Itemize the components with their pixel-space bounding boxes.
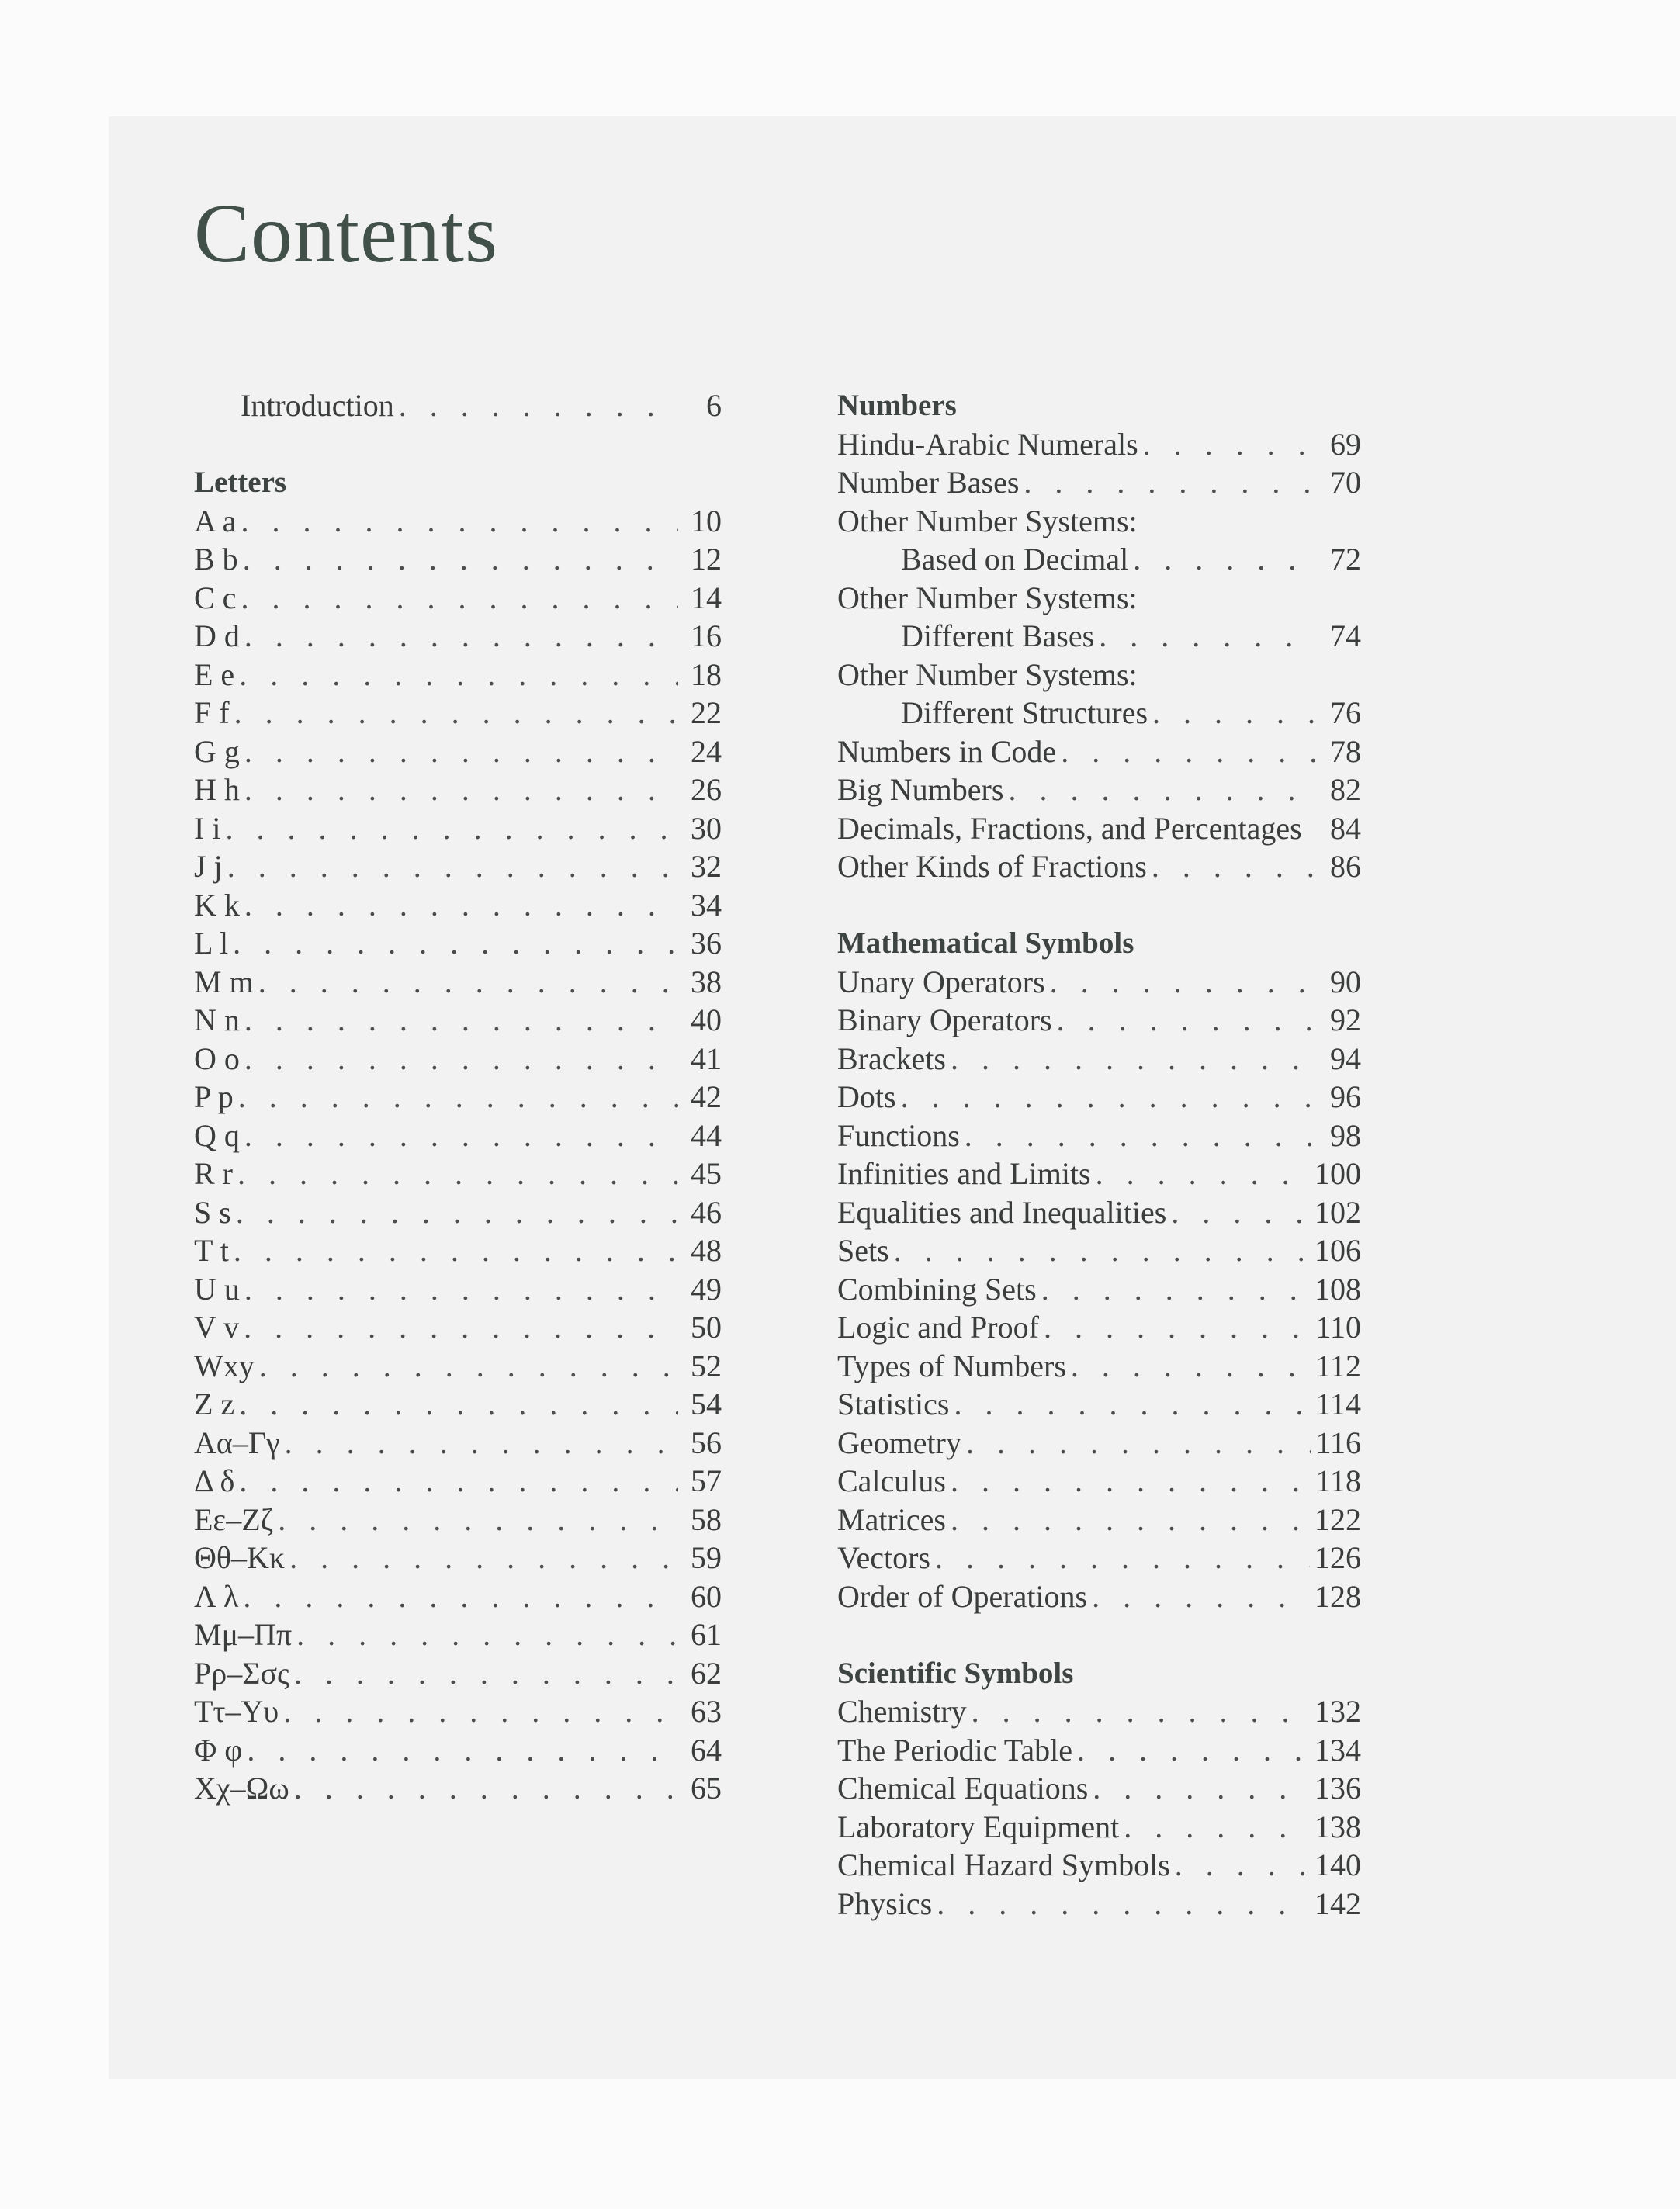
toc-entry-n-n[interactable] [194, 1001, 722, 1040]
toc-page-number: 44 [691, 1117, 722, 1153]
toc-page-number: 78 [1330, 733, 1361, 769]
toc-page-number: 138 [1315, 1809, 1361, 1844]
dot-leader [1071, 1347, 1311, 1386]
toc-page-number: 69 [1330, 426, 1361, 462]
section-spacer [837, 886, 1361, 925]
toc-entry-φ-φ[interactable] [194, 1731, 722, 1770]
dot-leader [1077, 1731, 1310, 1770]
toc-entry-label: G g [194, 733, 240, 769]
toc-page-number: 96 [1330, 1079, 1361, 1114]
toc-entry-label: P p [194, 1079, 234, 1114]
toc-entry-different-structures[interactable] [837, 694, 1361, 732]
toc-entry-chemistry[interactable] [837, 1692, 1361, 1731]
toc-entry-label: Numbers in Code [837, 733, 1057, 769]
toc-entry-big-numbers[interactable] [837, 770, 1361, 809]
dot-leader [244, 732, 678, 771]
dot-leader [399, 386, 678, 425]
toc-page-number: 58 [691, 1501, 722, 1537]
toc-entry-hindu-arabic-numerals[interactable] [837, 425, 1361, 464]
dot-leader [954, 1385, 1311, 1424]
toc-page-number: 74 [1330, 618, 1361, 653]
toc-page-number: 54 [691, 1387, 722, 1421]
dot-leader [239, 1385, 678, 1424]
dot-leader [241, 502, 678, 541]
toc-entry-statistics[interactable] [837, 1385, 1361, 1424]
dot-leader [258, 963, 678, 1002]
toc-entry-vectors[interactable] [837, 1539, 1361, 1577]
toc-page-number: 18 [691, 656, 722, 692]
toc-entry-μμ-ππ[interactable] [194, 1615, 722, 1654]
toc-entry-label: F f [194, 695, 230, 730]
toc-page-number: 10 [691, 503, 722, 538]
section-heading-scientific-symbols [837, 1654, 1361, 1693]
section-heading-numbers [837, 386, 1361, 425]
toc-page-number: 22 [691, 695, 722, 730]
toc-entry-types-of-numbers[interactable] [837, 1347, 1361, 1386]
toc-entry-ρρ-σσς[interactable] [194, 1654, 722, 1693]
toc-page-number: 64 [691, 1732, 722, 1768]
toc-entry-label: Hindu-Arabic Numerals [837, 426, 1138, 462]
dot-leader [1175, 1846, 1310, 1885]
toc-page-number: 142 [1315, 1885, 1361, 1921]
toc-entry-numbers-in-code[interactable] [837, 732, 1361, 771]
toc-entry-label: Binary Operators [837, 1002, 1052, 1037]
dot-leader [243, 540, 678, 579]
toc-entry-label: Δ δ [194, 1463, 235, 1498]
toc-entry-label: Equalities and Inequalities [837, 1194, 1167, 1230]
toc-entry-label: Chemical Hazard Symbols [837, 1847, 1170, 1882]
dot-leader [238, 1078, 678, 1117]
toc-entry-label: The Periodic Table [837, 1732, 1073, 1768]
toc-entry-label: Functions [837, 1117, 960, 1153]
toc-entry-b-b[interactable] [194, 540, 722, 579]
toc-entry-label: Introduction [241, 388, 394, 423]
toc-entry-m-m[interactable] [194, 963, 722, 1002]
toc-entry-u-u[interactable] [194, 1270, 722, 1309]
dot-leader [1096, 1155, 1310, 1193]
section-heading-label: Scientific Symbols [837, 1656, 1074, 1690]
toc-page-number: 42 [691, 1079, 722, 1114]
toc-entry-label: Brackets [837, 1040, 946, 1076]
toc-entry-label: V v [194, 1310, 240, 1345]
toc-entry-ττ-υυ[interactable] [194, 1692, 722, 1731]
dot-leader [1061, 732, 1318, 771]
toc-page-number: 98 [1330, 1117, 1361, 1153]
toc-entry-label: Εε–Ζζ [194, 1501, 274, 1537]
toc-page-number: 48 [691, 1233, 722, 1268]
dot-leader [283, 1692, 678, 1731]
dot-leader [244, 617, 678, 656]
dot-leader [1024, 463, 1318, 502]
dot-leader [247, 1731, 678, 1770]
toc-entry-dots[interactable] [837, 1078, 1361, 1117]
toc-entry-label: L l [194, 926, 229, 961]
dot-leader [225, 809, 678, 848]
toc-entry-label: Big Numbers [837, 772, 1004, 807]
toc-page-number: 92 [1330, 1002, 1361, 1037]
section-heading-label: Numbers [837, 389, 957, 422]
dot-leader [294, 1654, 678, 1693]
dot-leader [244, 1040, 678, 1079]
toc-entry-chemical-equations[interactable] [837, 1769, 1361, 1808]
toc-page-number: 6 [706, 388, 722, 423]
dot-leader [259, 1347, 678, 1386]
toc-page-number: 50 [691, 1310, 722, 1345]
toc-entry-label: Dots [837, 1079, 896, 1114]
toc-page-number: 102 [1315, 1194, 1361, 1230]
toc-page-number: 70 [1330, 465, 1361, 500]
toc-entry-equalities-and-inequalities[interactable] [837, 1193, 1361, 1232]
toc-page-number: 108 [1315, 1271, 1361, 1307]
toc-entry-label: Φ φ [194, 1732, 243, 1768]
dot-leader [1143, 425, 1318, 464]
toc-entry-label: C c [194, 580, 237, 615]
toc-entry-label: Ρρ–Σσς [194, 1655, 289, 1691]
toc-page-number: 72 [1330, 542, 1361, 576]
toc-page-number: 32 [691, 849, 722, 884]
toc-page-number: 126 [1315, 1540, 1361, 1575]
toc-entry-geometry[interactable] [837, 1424, 1361, 1463]
toc-entry-label: Statistics [837, 1387, 950, 1421]
toc-page-number: 86 [1330, 849, 1361, 884]
toc-entry-a-a[interactable] [194, 502, 722, 541]
dot-leader [294, 1769, 678, 1808]
toc-page-number: 94 [1330, 1040, 1361, 1076]
toc-page-number: 57 [691, 1463, 722, 1498]
toc-page-number: 114 [1315, 1387, 1361, 1421]
toc-entry-label: Based on Decimal [901, 542, 1129, 576]
toc-entry-label: Different Structures [901, 695, 1148, 730]
dot-leader [972, 1692, 1310, 1731]
toc-entry-label: Combining Sets [837, 1271, 1037, 1307]
toc-entry-label: Z z [194, 1387, 235, 1421]
dot-leader [1133, 540, 1318, 579]
dot-leader [901, 1078, 1318, 1117]
toc-page-number: 56 [691, 1425, 722, 1460]
dot-leader [1092, 1577, 1310, 1616]
toc-entry-chemical-hazard-symbols[interactable] [837, 1846, 1361, 1885]
toc-entry-δ-δ[interactable] [194, 1462, 722, 1501]
toc-page-number: 16 [691, 618, 722, 653]
toc-entry-g-g[interactable] [194, 732, 722, 771]
toc-entry-other-kinds-of-fractions[interactable] [837, 847, 1361, 886]
toc-entry-e-e[interactable] [194, 656, 722, 694]
section-heading-label: Mathematical Symbols [837, 926, 1134, 960]
toc-entry-label: Laboratory Equipment [837, 1809, 1120, 1844]
toc-page-number: 63 [691, 1694, 722, 1729]
toc-entry-label: Chemical Equations [837, 1771, 1089, 1806]
toc-page-number: 140 [1315, 1847, 1361, 1882]
toc-entry-l-l[interactable] [194, 924, 722, 963]
toc-entry-p-p[interactable] [194, 1078, 722, 1117]
toc-entry-based-on-decimal[interactable] [837, 540, 1361, 579]
dot-leader [234, 694, 678, 732]
toc-page-number: 24 [691, 733, 722, 769]
dot-leader [951, 1462, 1311, 1501]
dot-leader [244, 886, 678, 925]
dot-leader [1099, 617, 1318, 656]
toc-entry-j-j[interactable] [194, 847, 722, 886]
toc-page-number: 36 [691, 926, 722, 961]
dot-leader [1057, 1001, 1318, 1040]
toc-page-number: 84 [1330, 810, 1361, 846]
toc-page-number: 26 [691, 772, 722, 807]
toc-entry-physics[interactable] [837, 1885, 1361, 1923]
toc-page-number: 30 [691, 810, 722, 846]
toc-entry-χχ-ωω[interactable] [194, 1769, 722, 1808]
toc-entry-label: Decimals, Fractions, and Percentages [837, 810, 1302, 846]
toc-entry-the-periodic-table[interactable] [837, 1731, 1361, 1770]
toc-group-text: Other Number Systems: [837, 503, 1138, 538]
dot-leader [244, 1001, 678, 1040]
toc-group-text: Other Number Systems: [837, 656, 1138, 692]
toc-entry-s-s[interactable] [194, 1193, 722, 1232]
dot-leader [1171, 1193, 1310, 1232]
dot-leader [894, 1231, 1310, 1270]
toc-entry-label: Types of Numbers [837, 1348, 1066, 1383]
section-spacer [837, 1615, 1361, 1654]
dot-leader [289, 1539, 678, 1577]
toc-group-label [837, 502, 1361, 541]
dot-leader [1044, 1308, 1311, 1347]
toc-entry-label: U u [194, 1271, 240, 1307]
toc-page-number: 38 [691, 964, 722, 999]
toc-page-number: 134 [1315, 1732, 1361, 1768]
toc-entry-λ-λ[interactable] [194, 1577, 722, 1616]
toc-entry-different-bases[interactable] [837, 617, 1361, 656]
toc-page-number: 60 [691, 1578, 722, 1614]
toc-entry-label: T t [194, 1233, 229, 1268]
dot-leader [1041, 1270, 1310, 1309]
dot-leader [227, 847, 678, 886]
dot-leader [285, 1424, 678, 1463]
toc-entry-label: H h [194, 772, 240, 807]
dot-leader [1093, 1769, 1310, 1808]
dot-leader [296, 1615, 678, 1654]
dot-leader [1008, 770, 1318, 809]
toc-entry-αα-γγ[interactable] [194, 1424, 722, 1463]
toc-entry-label: S s [194, 1194, 231, 1230]
dot-leader [951, 1501, 1310, 1539]
toc-entry-label: Αα–Γγ [194, 1425, 280, 1460]
toc-entry-r-r[interactable] [194, 1155, 722, 1193]
toc-page-number: 12 [691, 542, 722, 576]
contents-column-right [837, 386, 1361, 1923]
toc-entry-o-o[interactable] [194, 1040, 722, 1079]
toc-group-text: Other Number Systems: [837, 580, 1138, 615]
toc-page-number: 128 [1315, 1578, 1361, 1614]
toc-entry-label: J j [194, 849, 223, 884]
toc-page-number: 112 [1315, 1348, 1361, 1383]
toc-page-number: 76 [1330, 695, 1361, 730]
toc-entry-label: Calculus [837, 1463, 946, 1498]
toc-group-label [837, 579, 1361, 618]
toc-page-number: 110 [1315, 1310, 1361, 1345]
toc-entry-εε-ζζ[interactable] [194, 1501, 722, 1539]
toc-group-label [837, 656, 1361, 694]
toc-entry-label: Matrices [837, 1501, 946, 1537]
toc-entry-label: Sets [837, 1233, 889, 1268]
toc-entry-z-z[interactable] [194, 1385, 722, 1424]
toc-entry-label: K k [194, 887, 240, 923]
toc-page-number: 40 [691, 1002, 722, 1037]
toc-entry-label: Θθ–Κκ [194, 1540, 286, 1575]
toc-entry-label: D d [194, 618, 240, 653]
toc-page-number: 52 [691, 1348, 722, 1383]
toc-entry-decimals-fractions-and-percentages[interactable] [837, 809, 1361, 848]
toc-page-number: 45 [691, 1156, 722, 1191]
dot-leader [951, 1040, 1318, 1079]
toc-entry-label: Λ λ [194, 1578, 239, 1614]
toc-entry-v-v[interactable] [194, 1308, 722, 1347]
section-heading-mathematical-symbols [837, 924, 1361, 963]
toc-entry-q-q[interactable] [194, 1117, 722, 1155]
toc-entry-label: Chemistry [837, 1694, 967, 1729]
section-heading-letters [194, 463, 722, 502]
toc-entry-θθ-κκ[interactable] [194, 1539, 722, 1577]
toc-page-number: 59 [691, 1540, 722, 1575]
toc-page-number: 82 [1330, 772, 1361, 807]
toc-page-number: 122 [1315, 1501, 1361, 1537]
toc-entry-d-d[interactable] [194, 617, 722, 656]
section-heading-label: Letters [194, 466, 287, 499]
toc-entry-label: Unary Operators [837, 964, 1045, 999]
toc-entry-binary-operators[interactable] [837, 1001, 1361, 1040]
toc-entry-label: Infinities and Limits [837, 1156, 1091, 1191]
toc-entry-introduction[interactable] [194, 386, 722, 425]
dot-leader [244, 1308, 678, 1347]
dot-leader [234, 1231, 678, 1270]
toc-entry-label: Wxy [194, 1348, 255, 1383]
dot-leader [241, 579, 678, 618]
toc-entry-number-bases[interactable] [837, 463, 1361, 502]
toc-page-number: 116 [1315, 1425, 1361, 1460]
toc-entry-label: Q q [194, 1117, 240, 1153]
toc-entry-combining-sets[interactable] [837, 1270, 1361, 1309]
toc-page-number: 62 [691, 1655, 722, 1691]
dot-leader [237, 1155, 678, 1193]
toc-entry-label: O o [194, 1040, 240, 1076]
dot-leader [244, 1117, 678, 1155]
dot-leader [966, 1424, 1311, 1463]
toc-page-number: 14 [691, 580, 722, 615]
toc-entry-wxy[interactable] [194, 1347, 722, 1386]
toc-entry-label: B b [194, 542, 238, 576]
dot-leader [1124, 1808, 1310, 1847]
dot-leader [965, 1117, 1318, 1155]
toc-page-number: 41 [691, 1040, 722, 1076]
toc-page-number: 46 [691, 1194, 722, 1230]
toc-entry-label: Order of Operations [837, 1578, 1088, 1614]
toc-entry-label: Different Bases [901, 618, 1095, 653]
dot-leader [239, 656, 678, 694]
dot-leader [1152, 847, 1318, 886]
toc-entry-label: Physics [837, 1885, 933, 1921]
toc-entry-calculus[interactable] [837, 1462, 1361, 1501]
dot-leader [236, 1193, 678, 1232]
toc-page-number: 132 [1315, 1694, 1361, 1729]
toc-entry-label: Number Bases [837, 465, 1020, 500]
toc-entry-h-h[interactable] [194, 770, 722, 809]
toc-entry-label: Geometry [837, 1425, 961, 1460]
toc-entry-brackets[interactable] [837, 1040, 1361, 1079]
toc-entry-f-f[interactable] [194, 694, 722, 732]
dot-leader [233, 924, 678, 963]
toc-entry-label: Other Kinds of Fractions [837, 849, 1147, 884]
dot-leader [244, 1270, 678, 1309]
toc-entry-logic-and-proof[interactable] [837, 1308, 1361, 1347]
toc-page-number: 34 [691, 887, 722, 923]
toc-page-number: 106 [1315, 1233, 1361, 1268]
toc-entry-label: N n [194, 1002, 240, 1037]
toc-page-number: 61 [691, 1617, 722, 1652]
toc-entry-label: R r [194, 1156, 233, 1191]
dot-leader [937, 1885, 1310, 1923]
toc-page-number: 90 [1330, 964, 1361, 999]
contents-column-left [194, 386, 722, 1808]
toc-entry-t-t[interactable] [194, 1231, 722, 1270]
toc-entry-unary-operators[interactable] [837, 963, 1361, 1002]
page-title: Contents [194, 188, 499, 280]
toc-page-number: 65 [691, 1771, 722, 1806]
toc-entry-i-i[interactable] [194, 809, 722, 848]
toc-entry-label: Χχ–Ωω [194, 1771, 289, 1806]
dot-leader [935, 1539, 1310, 1577]
section-spacer [194, 425, 722, 464]
toc-entry-k-k[interactable] [194, 886, 722, 925]
toc-entry-sets[interactable] [837, 1231, 1361, 1270]
toc-entry-label: M m [194, 964, 254, 999]
toc-entry-infinities-and-limits[interactable] [837, 1155, 1361, 1193]
toc-entry-label: Logic and Proof [837, 1310, 1039, 1345]
toc-entry-matrices[interactable] [837, 1501, 1361, 1539]
dot-leader [244, 770, 678, 809]
dot-leader [1050, 963, 1318, 1002]
toc-entry-label: Μμ–Ππ [194, 1617, 293, 1652]
dot-leader [243, 1577, 678, 1616]
toc-page-number: 118 [1315, 1463, 1361, 1498]
toc-entry-label: Vectors [837, 1540, 930, 1575]
toc-entry-label: E e [194, 656, 235, 692]
toc-entry-laboratory-equipment[interactable] [837, 1808, 1361, 1847]
toc-entry-label: A a [194, 503, 237, 538]
toc-entry-order-of-operations[interactable] [837, 1577, 1361, 1616]
toc-entry-label: Ττ–Υυ [194, 1694, 279, 1729]
dot-leader [1152, 694, 1318, 732]
toc-entry-c-c[interactable] [194, 579, 722, 618]
toc-page-number: 100 [1315, 1156, 1361, 1191]
dot-leader [239, 1462, 678, 1501]
toc-entry-functions[interactable] [837, 1117, 1361, 1155]
dot-leader [278, 1501, 678, 1539]
toc-page-number: 136 [1315, 1771, 1361, 1806]
toc-page-number: 49 [691, 1271, 722, 1307]
toc-entry-label: I i [194, 810, 221, 846]
